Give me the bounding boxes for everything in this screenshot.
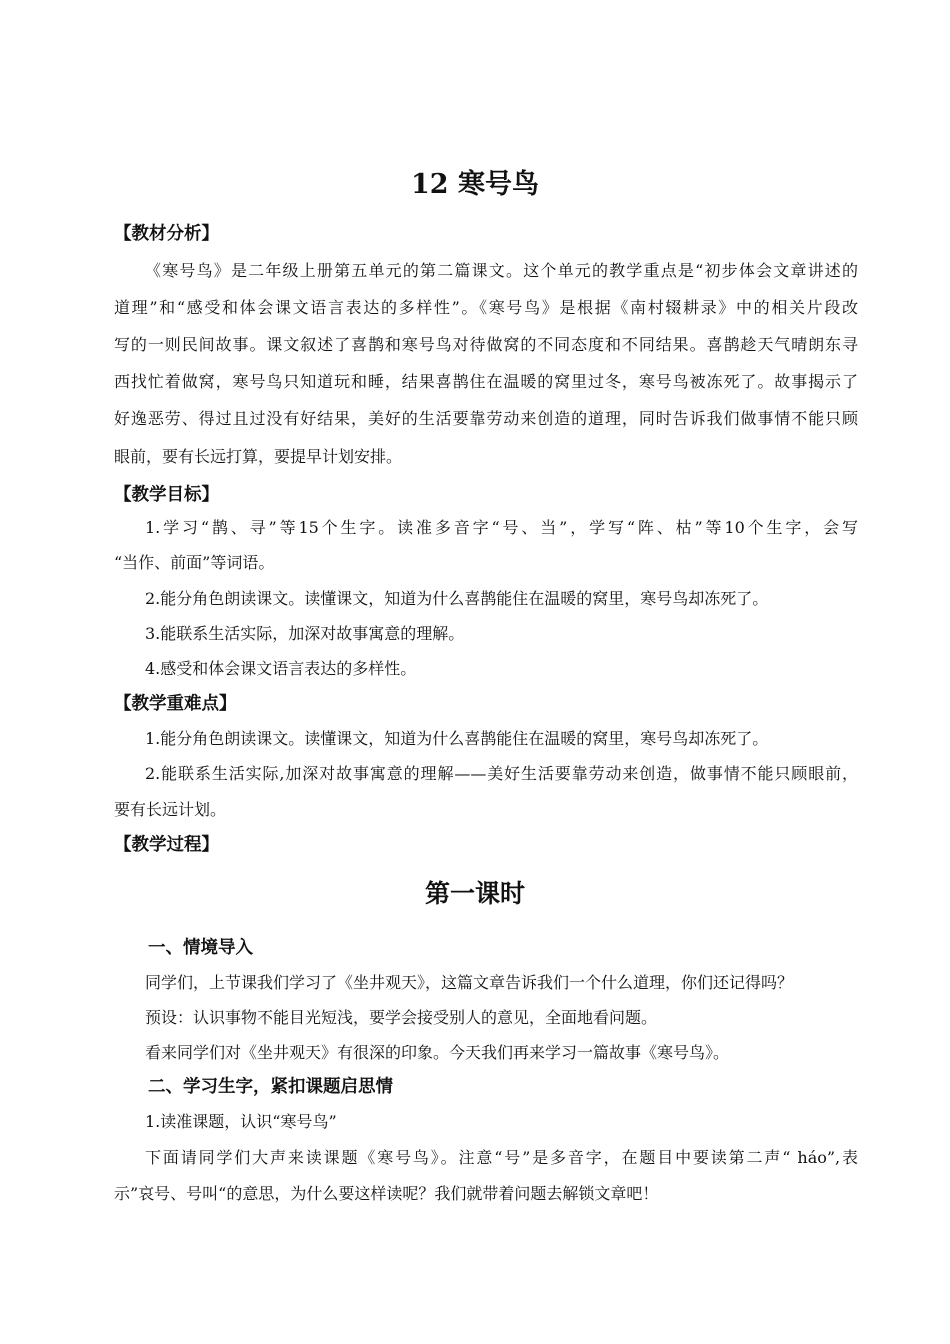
section-heading-goals: 【教学目标】 xyxy=(114,485,219,505)
paragraph-line: 示”哀号、号叫“的意思，为什么要这样读呢？我们就带着问题去解锁文章吧！ xyxy=(114,1184,659,1203)
section-heading-process: 【教学过程】 xyxy=(114,835,219,855)
document-title: 12 寒号鸟 xyxy=(411,169,539,200)
paragraph-line: 1.读准课题，认识“寒号鸟” xyxy=(145,1112,337,1131)
list-item: 2.能联系生活实际,加深对故事寓意的理解——美好生活要靠劳动来创造，做事情不能只顾眼前， xyxy=(145,764,858,783)
paragraph-line: 西找忙着做窝，寒号鸟只知道玩和睡，结果喜鹊住在温暖的窝里过冬，寒号鸟被冻死了。故事揭示了 xyxy=(114,372,858,391)
paragraph-line: 眼前，要有长远打算，要提早计划安排。 xyxy=(114,447,403,466)
paragraph-line: 预设：认识事物不能目光短浅，要学会接受别人的意见，全面地看问题。 xyxy=(145,1008,658,1027)
list-item: 3.能联系生活实际，加深对故事寓意的理解。 xyxy=(145,624,465,643)
list-item: 2.能分角色朗读课文。读懂课文，知道为什么喜鹊能住在温暖的窝里，寒号鸟却冻死了。 xyxy=(145,589,769,608)
list-item-continued: “当作、前面”等词语。 xyxy=(114,553,275,572)
list-item: 4.感受和体会课文语言表达的多样性。 xyxy=(145,659,417,678)
list-item: 1.能分角色朗读课文。读懂课文，知道为什么喜鹊能住在温暖的窝里，寒号鸟却冻死了。 xyxy=(145,729,769,748)
list-item: 1.学习“鹊、寻”等15个生字。读准多音字“号、当”，学写“阵、枯”等10个生字，会写 xyxy=(145,518,858,537)
subheading-situation-intro: 一、情境导入 xyxy=(148,938,253,958)
section-heading-key-points: 【教学重难点】 xyxy=(114,694,237,714)
list-item-continued: 要有长远计划。 xyxy=(114,800,227,819)
paragraph-line: 好逸恶劳、得过且过没有好结果，美好的生活要靠劳动来创造的道理，同时告诉我们做事情不能只顾 xyxy=(114,409,858,428)
paragraph-line: 道理”和“感受和体会课文语言表达的多样性”。《寒号鸟》是根据《南村辍耕录》中的相关片段改 xyxy=(114,298,858,317)
paragraph-line: 下面请同学们大声来读课题《寒号鸟》。注意“号”是多音字，在题目中要读第二声“ háo”,表 xyxy=(145,1148,858,1167)
subheading-learn-characters: 二、学习生字，紧扣课题启思情 xyxy=(148,1077,393,1097)
paragraph-line: 写的一则民间故事。课文叙述了喜鹊和寒号鸟对待做窝的不同态度和不同结果。喜鹊趁天气晴朗东寻 xyxy=(114,335,858,354)
section-heading-analysis: 【教材分析】 xyxy=(114,224,219,244)
paragraph-line: 同学们，上节课我们学习了《坐井观天》，这篇文章告诉我们一个什么道理，你们还记得吗？ xyxy=(145,973,794,992)
paragraph-line: 看来同学们对《坐井观天》有很深的印象。今天我们再来学习一篇故事《寒号鸟》。 xyxy=(145,1043,730,1062)
paragraph-line: 《寒号鸟》是二年级上册第五单元的第二篇课文。这个单元的教学重点是“初步体会文章讲述的 xyxy=(145,261,858,280)
lesson-title: 第一课时 xyxy=(424,879,525,908)
